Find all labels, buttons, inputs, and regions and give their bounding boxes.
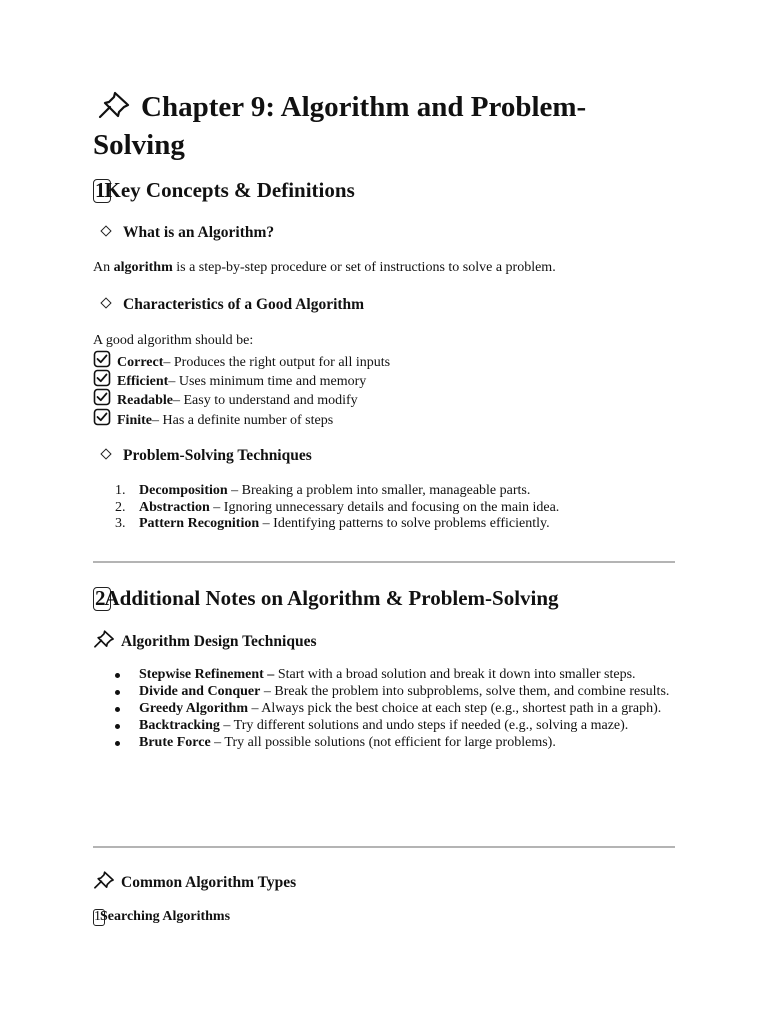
section-heading-1 [93, 177, 355, 203]
list-desc: – Ignoring unnecessary details and focusing on the main idea. [209, 499, 560, 515]
definition-term: algorithm [113, 260, 173, 275]
section-heading-text: Additional Notes on Algorithm & Problem-Solving [104, 586, 559, 610]
checklist-term: Finite [117, 412, 152, 428]
bullet-icon [115, 707, 120, 712]
checklist-desc: – Produces the right output for all inputs [163, 354, 391, 370]
diamond-bullet-icon [100, 448, 111, 459]
section-heading-2 [93, 585, 559, 611]
checklist-desc: – Uses minimum time and memory [168, 373, 367, 389]
characteristics-intro: A good algorithm should be: [93, 333, 254, 348]
pushpin-icon [97, 90, 131, 128]
section-number-badge: 2 [93, 587, 111, 611]
list-desc: – Breaking a problem into smaller, manageable parts. [227, 483, 531, 498]
list-item [93, 516, 675, 533]
checklist-term: Correct [117, 354, 164, 370]
list-desc: – Try different solutions and undo steps if needed (e.g., solving a maze). [219, 718, 629, 733]
pushpin-icon [93, 870, 115, 896]
bullet-icon [115, 724, 120, 729]
list-item [93, 700, 675, 717]
subheading-characteristics [102, 295, 364, 315]
checklist-term: Readable [117, 392, 173, 408]
design-techniques-list [93, 666, 675, 751]
subheading-types [93, 870, 296, 896]
list-term: Brute Force [139, 735, 211, 750]
list-number: 1. [115, 483, 126, 498]
section-number-badge: 1 [93, 909, 105, 926]
checkbox-checked-icon [93, 408, 111, 432]
bullet-icon [115, 673, 120, 678]
subheading-text: What is an Algorithm? [123, 224, 275, 241]
list-term: Greedy Algorithm [139, 701, 249, 716]
bullet-icon [115, 690, 120, 695]
horizontal-divider [93, 561, 675, 563]
list-term: Divide and Conquer [139, 684, 261, 699]
list-item [93, 717, 675, 734]
list-term: Backtracking [139, 718, 220, 733]
definition-paragraph [93, 258, 556, 277]
techniques-list [93, 483, 675, 533]
subheading-text: Characteristics of a Good Algorithm [123, 296, 365, 313]
checklist-desc: – Easy to understand and modify [173, 392, 358, 408]
list-term: Abstraction [139, 499, 210, 515]
list-desc: – Always pick the best choice at each step (e.g., shortest path in a graph). [248, 701, 662, 716]
list-desc: – Break the problem into subproblems, solve them, and combine results. [260, 684, 670, 699]
list-number: 2. [115, 499, 126, 515]
horizontal-divider [93, 846, 675, 848]
list-item [93, 683, 675, 700]
section-number-badge: 1 [93, 179, 111, 203]
list-desc: – Identifying patterns to solve problems efficiently. [259, 516, 550, 531]
subheading-text: Searching Algorithms [100, 909, 231, 924]
diamond-bullet-icon [100, 225, 111, 236]
subheading-text: Problem-Solving Techniques [123, 447, 312, 464]
list-item [93, 734, 675, 751]
list-desc: – Try all possible solutions (not efficient for large problems). [210, 735, 556, 750]
checklist-desc: – Has a definite number of steps [152, 412, 334, 428]
list-item [93, 666, 675, 683]
list-desc: Start with a broad solution and break it down into smaller steps. [274, 667, 636, 682]
subheading-text: Common Algorithm Types [121, 874, 297, 891]
list-item [93, 483, 675, 500]
subheading-techniques [102, 446, 312, 466]
list-number: 3. [115, 516, 126, 531]
diamond-bullet-icon [100, 297, 111, 308]
subheading-what-is [102, 223, 274, 243]
list-item [93, 500, 675, 517]
definition-text-pre: An [93, 260, 114, 275]
pushpin-icon [93, 629, 115, 655]
definition-text-post: is a step-by-step procedure or set of instructions to solve a problem. [172, 260, 556, 275]
subheading-design [93, 629, 317, 655]
list-term: Decomposition [139, 483, 228, 498]
checklist-item [93, 408, 333, 432]
section-heading-text: Key Concepts & Definitions [104, 178, 355, 202]
page-title-text: Chapter 9: Algorithm and Problem-Solving [93, 91, 587, 161]
list-term: Pattern Recognition [139, 516, 260, 531]
subheading-text: Algorithm Design Techniques [121, 633, 317, 650]
list-term: Stepwise Refinement – [139, 667, 275, 682]
checklist-term: Efficient [117, 373, 169, 389]
subheading-searching [93, 907, 230, 927]
bullet-icon [115, 741, 120, 746]
page-title [93, 90, 675, 162]
